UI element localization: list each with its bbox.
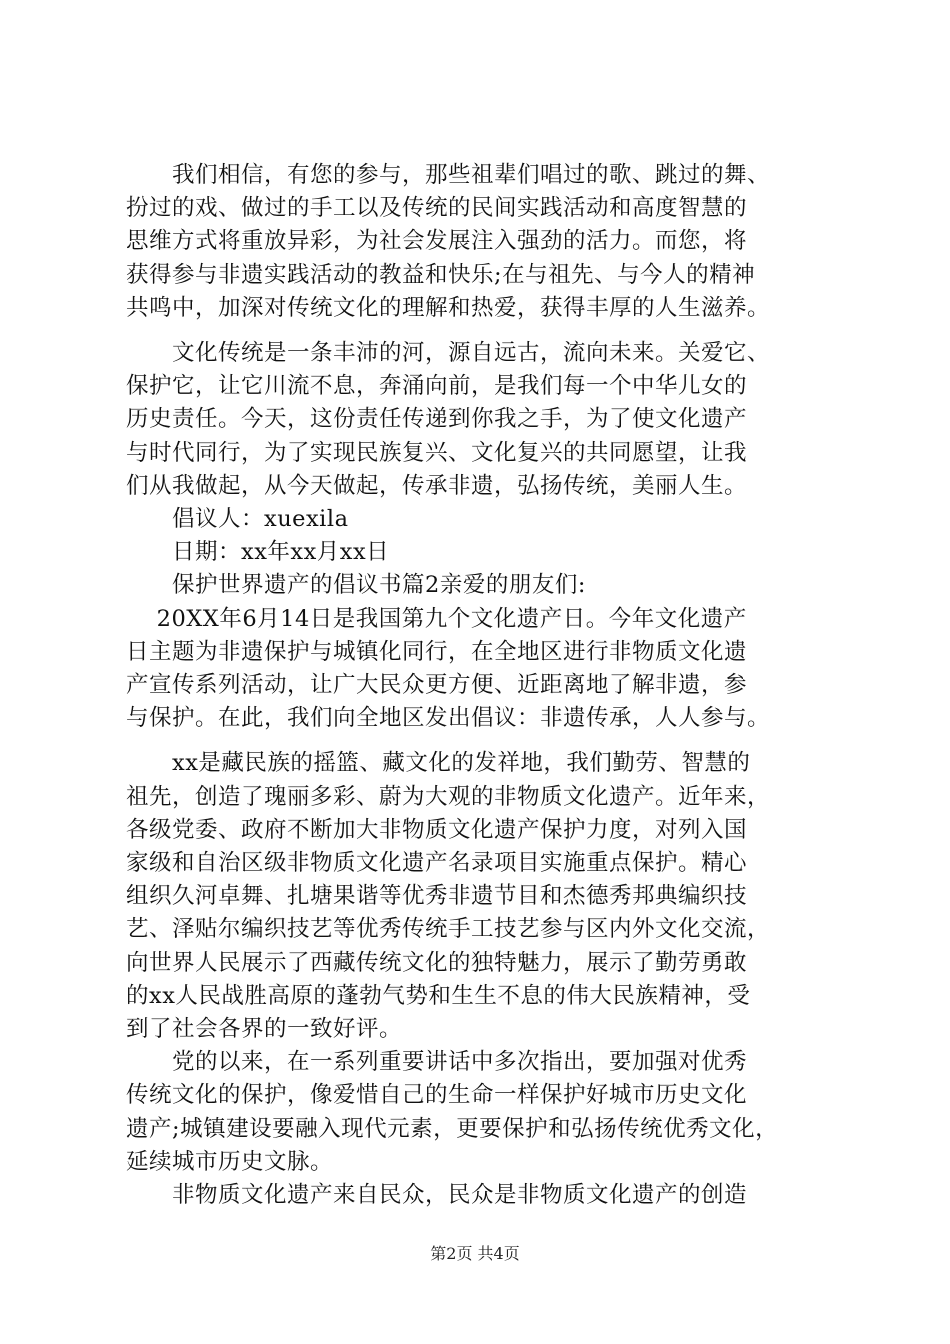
date-line: 日期：xx年xx月xx日: [126, 539, 390, 565]
text-line: 20XX年6月14日是我国第九个文化遗产日。今年文化遗产: [126, 606, 747, 632]
text-line: 组织久河卓舞、扎塘果谐等优秀非遗节目和杰德秀邦典编织技: [126, 883, 748, 909]
text-line: 到了社会各界的一致好评。: [126, 1016, 403, 1042]
text-line: 家级和自治区级非物质文化遗产名录项目实施重点保护。精心: [126, 850, 748, 876]
text-line: 与保护。在此，我们向全地区发出倡议：非遗传承，人人参与。: [126, 705, 771, 731]
text-line: 延续城市历史文脉。: [126, 1149, 334, 1175]
text-line: xx是藏民族的摇篮、藏文化的发祥地，我们勤劳、智慧的: [126, 750, 751, 776]
text-line: 产宣传系列活动，让广大民众更方便、近距离地了解非遗，参: [126, 672, 748, 698]
text-line: 艺、泽贴尔编织技艺等优秀传统手工技艺参与区内外文化交流，: [126, 916, 771, 942]
text-line: 日主题为非遗保护与城镇化同行，在全地区进行非物质文化遗: [126, 639, 748, 665]
text-line: 传统文化的保护，像爱惜自己的生命一样保护好城市历史文化: [126, 1082, 748, 1108]
text-line: 历史责任。今天，这份责任传递到你我之手，为了使文化遗产: [126, 406, 748, 432]
text-line: 们从我做起，从今天做起，传承非遗，弘扬传统，美丽人生。: [126, 473, 748, 499]
page-number-footer: 第2页 共4页: [430, 1244, 520, 1263]
section-heading: 保护世界遗产的倡议书篇2亲爱的朋友们:: [126, 572, 586, 598]
text-line: 获得参与非遗实践活动的教益和快乐;在与祖先、与今人的精神: [126, 262, 756, 288]
text-line: 与时代同行，为了实现民族复兴、文化复兴的共同愿望，让我: [126, 440, 748, 466]
text-line: 文化传统是一条丰沛的河，源自远古，流向未来。关爱它、: [126, 340, 771, 366]
signature-line: 倡议人：xuexila: [126, 506, 349, 532]
text-line: 共鸣中，加深对传统文化的理解和热爱，获得丰厚的人生滋养。: [126, 295, 771, 321]
text-line: 扮过的戏、做过的手工以及传统的民间实践活动和高度智慧的: [126, 195, 748, 221]
text-line: 遗产;城镇建设要融入现代元素，更要保护和弘扬传统优秀文化，: [126, 1116, 779, 1142]
text-line: 各级党委、政府不断加大非物质文化遗产保护力度，对列入国: [126, 817, 748, 843]
text-line: 我们相信，有您的参与，那些祖辈们唱过的歌、跳过的舞、: [126, 162, 771, 188]
text-line: 向世界人民展示了西藏传统文化的独特魅力，展示了勤劳勇敢: [126, 950, 748, 976]
text-line: 思维方式将重放异彩，为社会发展注入强劲的活力。而您，将: [126, 228, 748, 254]
text-line: 非物质文化遗产来自民众，民众是非物质文化遗产的创造: [126, 1182, 748, 1208]
text-line: 党的以来，在一系列重要讲话中多次指出，要加强对优秀: [126, 1049, 748, 1075]
text-line: 保护它，让它川流不息，奔涌向前，是我们每一个中华儿女的: [126, 373, 748, 399]
text-line: 的xx人民战胜高原的蓬勃气势和生生不息的伟大民族精神，受: [126, 983, 751, 1009]
text-line: 祖先，创造了瑰丽多彩、蔚为大观的非物质文化遗产。近年来，: [126, 784, 771, 810]
